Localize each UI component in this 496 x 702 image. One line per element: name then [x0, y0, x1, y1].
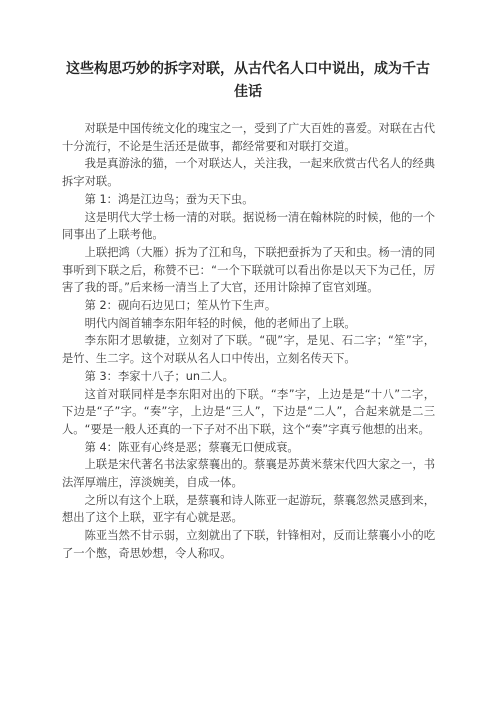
paragraph: 这首对联同样是李东阳对出的下联。“李”字，上边是是“十八”二字，下边是“子”字。“奏”字，上边是“三人”，下边是“二人”，合起来就是二三人。“要是一般人还真的一下子对不出下联，这个“奏”字真亏他想的出来。: [62, 387, 435, 436]
paragraph: 李东阳才思敏捷，立刻对了下联。“砚”字，是见、石二字；“笙”字，是竹、生二字。这个对联从名人口中传出，立刻名传天下。: [62, 334, 435, 366]
paragraph: 上联是宋代著名书法家蔡襄出的。蔡襄是苏黄米蔡宋代四大家之一，书法浑厚端庄，淳淡婉美，自成一体。: [62, 458, 435, 490]
couplet-heading: 第 2：砚向石边见口；笙从竹下生声。: [84, 299, 277, 313]
article-title: 这些构思巧妙的拆字对联，从古代名人口中说出，成为千古佳话: [66, 61, 430, 100]
paragraph: 我是真游泳的猫，一个对联达人，关注我，一起来欣赏古代名人的经典拆字对联。: [62, 157, 435, 189]
paragraph: 之所以有这个上联，是蔡襄和诗人陈亚一起游玩，蔡襄忽然灵感到来，想出了这个上联，亚字有心就是恶。: [62, 493, 435, 525]
paragraph: 对联是中国传统文化的瑰宝之一，受到了广大百姓的喜爱。对联在古代十分流行，不论是生活还是做事，都经常要和对联打交道。: [62, 122, 435, 153]
couplet-heading: 第 4：陈亚有心终是恶；蔡襄无口便成衰。: [84, 440, 299, 454]
paragraph: 陈亚当然不甘示弱，立刻就出了下联，针锋相对，反而让蔡襄小小的吃了一个憋，奇思妙想，令人称叹。: [62, 529, 435, 560]
paragraph: 这是明代大学士杨一清的对联。据说杨一清在翰林院的时候，他的一个同事出了上联考他。: [62, 210, 435, 242]
couplet-heading: 第 1：鸿是江边鸟；蚕为天下虫。: [84, 192, 254, 206]
paragraph: 明代内阁首辅李东阳年轻的时候，他的老师出了上联。: [84, 316, 356, 330]
article-body: [62, 120, 435, 563]
paragraph: 上联把鸿（大雁）拆为了江和鸟，下联把蚕拆为了天和虫。杨一清的同事听到下联之后，称赞不已：“一个下联就可以看出你是以天下为己任，厉害了我的哥。”后来杨一清当上了大官，还用计除掉了宦官刘瑾。: [62, 245, 435, 295]
couplet-heading: 第 3：李家十八子；un二人。: [84, 369, 234, 383]
